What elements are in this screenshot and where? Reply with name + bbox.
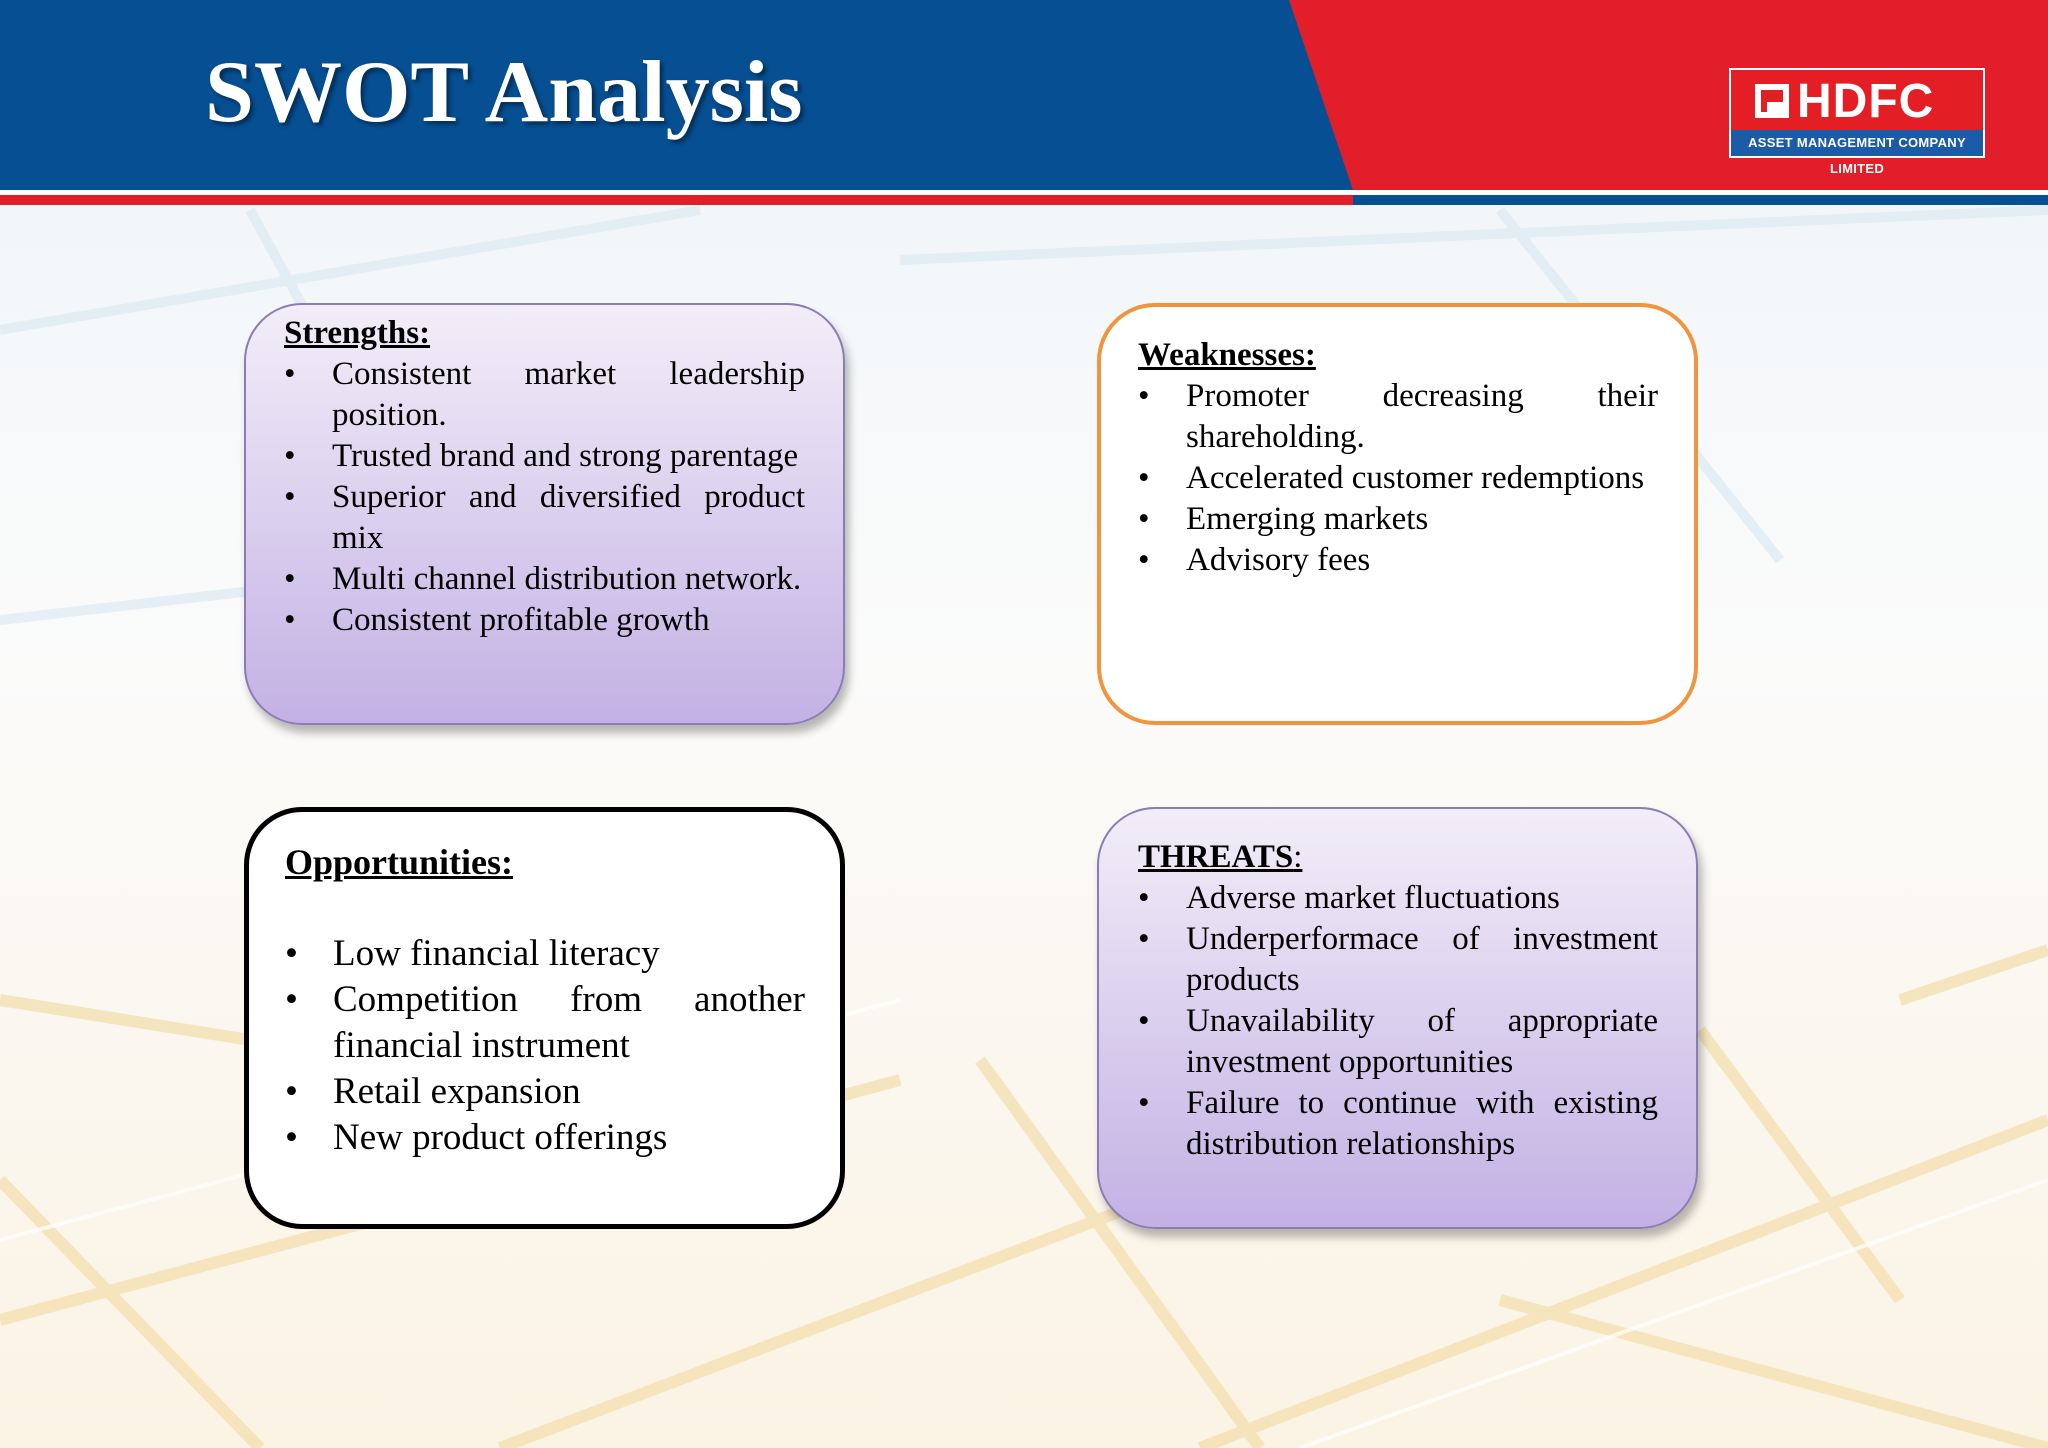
- logo-name: HDFC: [1797, 75, 1935, 128]
- bullet-icon: •: [284, 479, 296, 515]
- opportunity-item: [285, 1115, 805, 1161]
- strengths-box: [244, 303, 845, 725]
- threat-item: [1138, 1001, 1658, 1083]
- weaknesses-box: [1097, 303, 1698, 725]
- weakness-item-text: Advisory fees: [1186, 542, 1371, 578]
- threats-heading-suffix: :: [1293, 839, 1303, 875]
- bullet-icon: •: [285, 1071, 298, 1112]
- threat-item-text: Underperformace of investment products: [1186, 921, 1658, 998]
- opportunity-item: [285, 977, 805, 1069]
- weaknesses-heading: Weaknesses:: [1138, 337, 1316, 373]
- bullet-icon: •: [1138, 1003, 1150, 1039]
- weakness-item: [1138, 376, 1658, 458]
- threat-item-text: Failure to continue with existing distribution relationships: [1186, 1085, 1658, 1162]
- bullet-icon: •: [1138, 921, 1150, 957]
- threats-list: [1138, 878, 1658, 1165]
- strength-item: [284, 354, 805, 436]
- threat-item-text: Adverse market fluctuations: [1186, 880, 1560, 916]
- strength-item-text: Consistent market leadership position.: [332, 356, 805, 433]
- bullet-icon: •: [1138, 542, 1150, 578]
- threats-heading: [1138, 837, 1658, 878]
- strength-item-text: Superior and diversified product mix: [332, 479, 805, 556]
- bullet-icon: •: [285, 933, 298, 974]
- strength-item: [284, 477, 805, 559]
- weakness-item-text: Promoter decreasing their shareholding.: [1186, 378, 1658, 455]
- hdfc-logo: [1729, 68, 1985, 176]
- opportunities-box: [244, 807, 845, 1229]
- strength-item-text: Trusted brand and strong parentage: [332, 438, 799, 474]
- bullet-icon: •: [284, 438, 296, 474]
- strength-item-text: Consistent profitable growth: [332, 602, 710, 638]
- strength-item-text: Multi channel distribution network.: [332, 561, 802, 597]
- strength-item: [284, 436, 805, 477]
- opportunity-item-text: Low financial literacy: [333, 933, 660, 974]
- bullet-icon: •: [1138, 378, 1150, 414]
- threats-box: [1097, 807, 1698, 1229]
- slide-title: SWOT Analysis: [205, 44, 803, 141]
- strengths-list: [284, 354, 805, 641]
- opportunities-heading: Opportunities:: [285, 842, 514, 882]
- weakness-item: [1138, 540, 1658, 581]
- opportunity-item-text: Retail expansion: [333, 1071, 581, 1112]
- opportunity-item-text: Competition from another financial instrument: [333, 979, 805, 1066]
- weakness-item-text: Emerging markets: [1186, 501, 1429, 537]
- bullet-icon: •: [284, 356, 296, 392]
- strengths-heading: Strengths:: [284, 315, 431, 351]
- hdfc-logo-mark-icon: [1755, 84, 1789, 118]
- bullet-icon: •: [285, 1117, 298, 1158]
- opportunity-item-text: New product offerings: [333, 1117, 668, 1158]
- threat-item: [1138, 919, 1658, 1001]
- bullet-icon: •: [285, 979, 298, 1020]
- logo-subtitle: ASSET MANAGEMENT COMPANY LIMITED: [1731, 130, 1983, 156]
- bullet-icon: •: [284, 561, 296, 597]
- bullet-icon: •: [1138, 501, 1150, 537]
- bullet-icon: •: [1138, 460, 1150, 496]
- threats-heading-label: THREATS: [1138, 839, 1294, 875]
- threat-item-text: Unavailability of appropriate investment opportunities: [1186, 1003, 1658, 1080]
- strength-item: [284, 559, 805, 600]
- heading-spacer: [285, 885, 805, 931]
- threat-item: [1138, 878, 1658, 919]
- strength-item: [284, 600, 805, 641]
- bullet-icon: •: [284, 602, 296, 638]
- opportunity-item: [285, 931, 805, 977]
- opportunity-item: [285, 1069, 805, 1115]
- bullet-icon: •: [1138, 880, 1150, 916]
- weakness-item-text: Accelerated customer redemptions: [1186, 460, 1645, 496]
- weaknesses-list: [1138, 376, 1658, 581]
- bullet-icon: •: [1138, 1085, 1150, 1121]
- opportunities-list: [285, 931, 805, 1161]
- weakness-item: [1138, 458, 1658, 499]
- weakness-item: [1138, 499, 1658, 540]
- threat-item: [1138, 1083, 1658, 1165]
